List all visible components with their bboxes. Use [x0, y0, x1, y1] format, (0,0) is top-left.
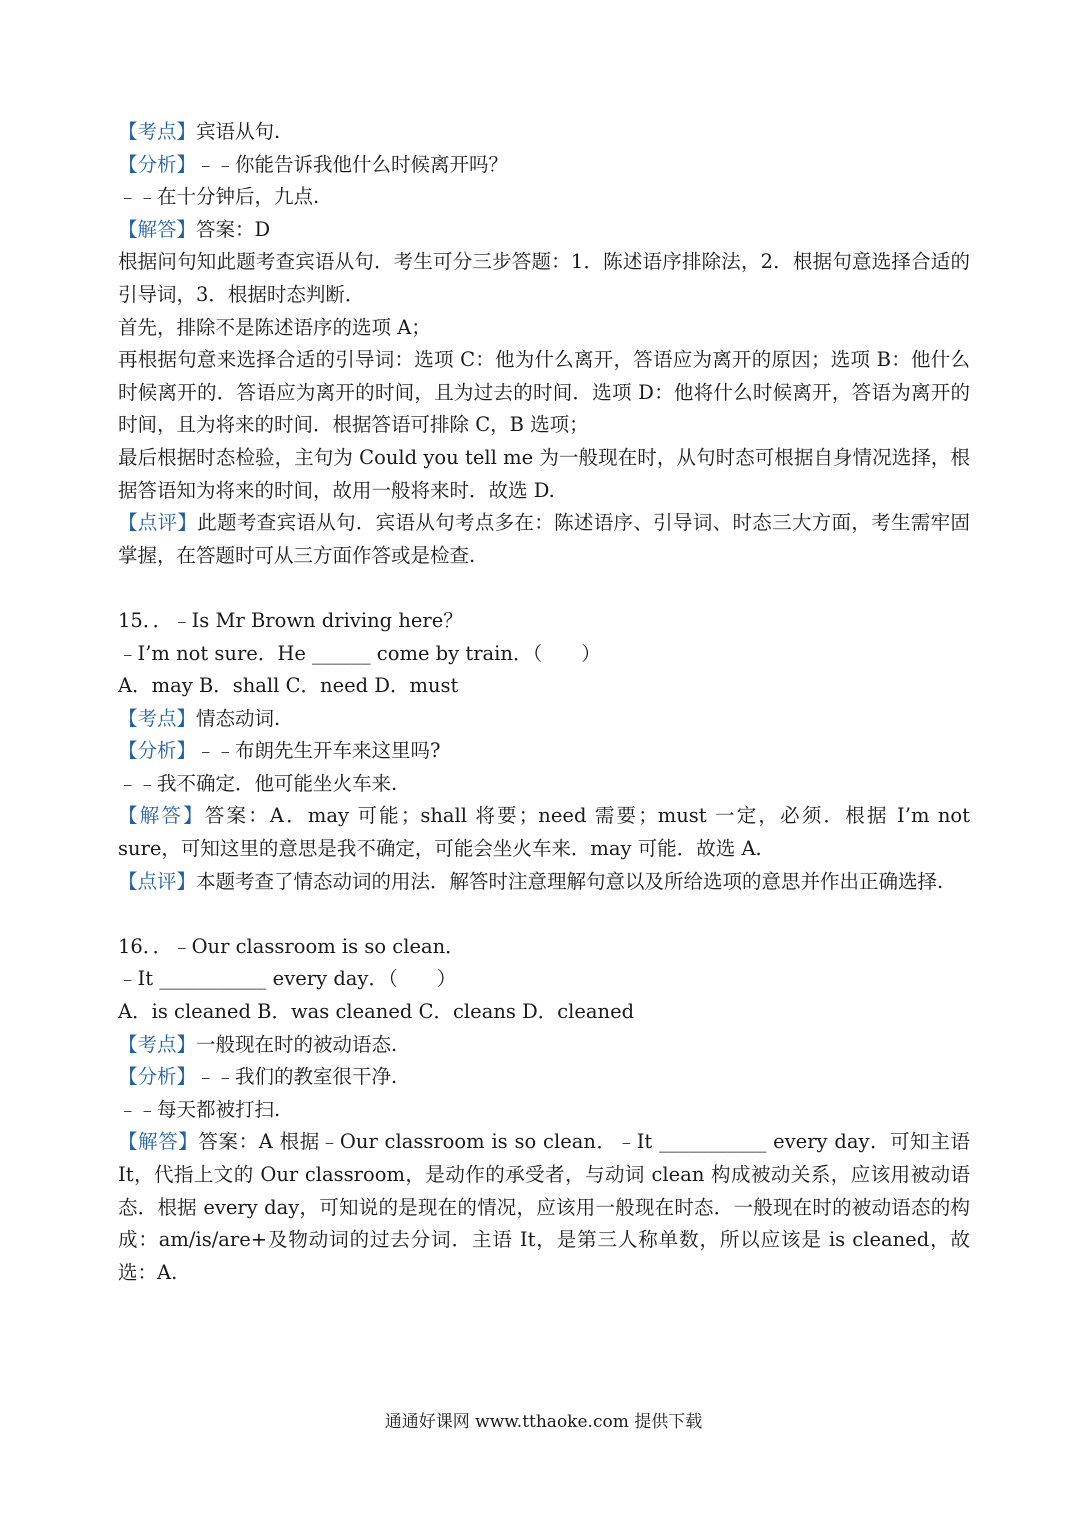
dianping-text: 本题考查了情态动词的用法．解答时注意理解句意以及所给选项的意思并作出正确选择.	[196, 869, 944, 893]
kaodian-text: 一般现在时的被动语态.	[196, 1032, 398, 1056]
jieda-answer: 答案：D	[196, 217, 271, 241]
kaodian-tag: 【考点】	[118, 1032, 197, 1056]
dianping-tag: 【点评】	[118, 511, 198, 535]
q14-kaodian	[118, 116, 970, 149]
jieda-tag: 【解答】	[118, 217, 197, 241]
q15-fenxi	[118, 735, 970, 768]
q15-options: A．may B．shall C．need D．must	[118, 674, 459, 698]
q15-stem-2: ﹣I’m not sure．He ______ come by train．（ ）	[118, 641, 601, 665]
kaodian-text: 情态动词.	[196, 706, 281, 730]
q15-stem-1: 15．．﹣Is Mr Brown driving here？	[118, 608, 463, 632]
q15-kaodian	[118, 703, 970, 736]
jieda-text: 答案：A 根据﹣Our classroom is so clean．﹣It ___________ every day．可知主语 It，代指上文的 Our classroom，是动作的承受者，与动词 clean 构成被动关系，应该用被动语态．根据 every day，可知说的是现在的情况，应该用一般现在时态．一般现在时的被动语态的构成：am/is/are+及物动词的过去分词．主语 It，是第三人称单数，所以应该是 is cleaned，故选：A.	[118, 1130, 970, 1284]
jieda-tag: 【解答】	[118, 1130, 199, 1154]
q14-jieda-p4: 最后根据时态检验，主句为 Could you tell me 为一般现在时，从句时态可根据自身情况选择，根据答语知为将来的时间，故用一般将来时．故选 D.	[118, 445, 970, 502]
fenxi-text: ﹣﹣布朗先生开车来这里吗?	[196, 739, 441, 763]
jieda-tag: 【解答】	[118, 804, 205, 828]
spacer	[118, 898, 970, 931]
q15-dianping	[118, 866, 970, 899]
q16-stem-2: ﹣It ___________ every day．（ ）	[118, 967, 457, 991]
q14-jieda-p1: 根据问句知此题考查宾语从句．考生可分三步答题：1．陈述语序排除法，2．根据句意选择合适的引导词，3．根据时态判断．	[118, 250, 970, 306]
q14-fenxi	[118, 149, 970, 182]
q16-options: A．is cleaned B．was cleaned C．cleans D．cleaned	[118, 1000, 635, 1024]
kaodian-text: 宾语从句.	[196, 120, 281, 143]
q16-fenxi-2: ﹣﹣每天都被打扫.	[118, 1097, 281, 1121]
fenxi-tag: 【分析】	[118, 152, 197, 176]
q16-stem-1: 16．．﹣Our classroom is so clean．	[118, 934, 465, 958]
fenxi-text: ﹣﹣我们的教室很干净.	[196, 1065, 398, 1089]
q16-jieda	[118, 1126, 970, 1289]
page-footer: 通通好课网 www.tthaoke.com 提供下载	[384, 1412, 703, 1432]
q14-dianping	[118, 507, 970, 572]
document-body	[118, 116, 970, 1289]
q14-jieda-p3: 再根据句意来选择合适的引导词：选项 C：他为什么离开，答语应为离开的原因；选项 B：他什么时候离开的．答语应为离开的时间，且为过去的时间．选项 D：他将什么时候离开，答语为离开的时间，且为将来的时间．根据答语可排除 C，B 选项；	[118, 348, 970, 437]
q16-kaodian	[118, 1029, 970, 1062]
q16-fenxi	[118, 1061, 970, 1094]
q14-jieda-p2: 首先，排除不是陈述语序的选项 A；	[118, 315, 431, 339]
fenxi-tag: 【分析】	[118, 1065, 197, 1089]
fenxi-tag: 【分析】	[118, 739, 197, 763]
q15-jieda	[118, 800, 970, 865]
spacer	[118, 572, 970, 605]
jieda-text: 答案：A．may 可能；shall 将要；need 需要；must 一定，必须．根据 I’m not sure，可知这里的意思是我不确定，可能会坐火车来．may 可能．故选 A.	[118, 804, 970, 861]
fenxi-text: ﹣﹣你能告诉我他什么时候离开吗？	[196, 152, 509, 176]
dianping-tag: 【点评】	[118, 869, 197, 893]
kaodian-tag: 【考点】	[118, 706, 197, 730]
q14-fenxi-2: ﹣﹣在十分钟后，九点.	[118, 185, 320, 209]
q14-jieda	[118, 214, 970, 247]
dianping-text: 此题考查宾语从句．宾语从句考点多在：陈述语序、引导词、时态三大方面，考生需牢固掌握，在答题时可从三方面作答或是检查.	[118, 511, 970, 567]
kaodian-tag: 【考点】	[118, 120, 197, 143]
q15-fenxi-2: ﹣﹣我不确定．他可能坐火车来.	[118, 771, 398, 795]
